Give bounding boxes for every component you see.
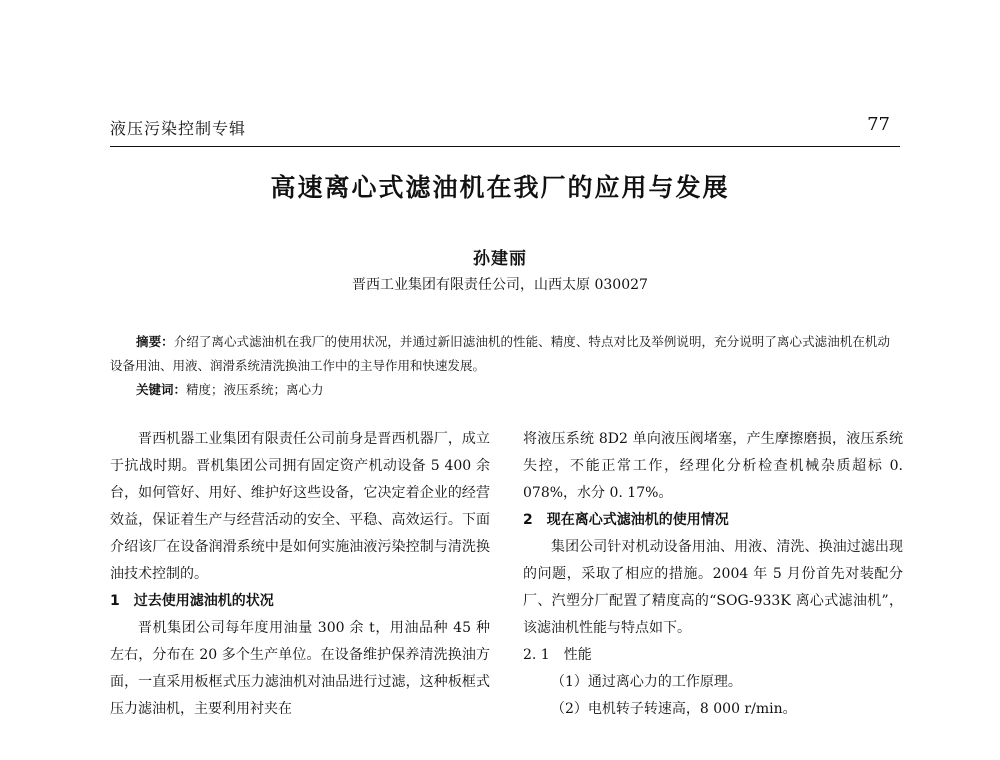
page-number: 77 xyxy=(867,114,890,135)
body-column-right xyxy=(523,426,903,723)
abstract xyxy=(110,330,890,378)
author-affiliation: 晋西工业集团有限责任公司，山西太原 030027 xyxy=(352,277,648,293)
intro-paragraph: 晋西机器工业集团有限责任公司前身是晋西机器厂，成立于抗战时期。晋机集团公司拥有固定资产机动设备 5 400 余台，如何管好、用好、维护好这些设备，它决定着企业的经营效益，保证着生产与经营活动的安全、平稳、高效运行。下面介绍该厂在设备润滑系统中是如何实施油液污染控制与清洗换油技术控制的。 xyxy=(110,431,490,582)
subsection-2-1-heading: 2. 1 性能 xyxy=(523,647,592,663)
keywords xyxy=(136,378,890,402)
journal-name: 液压污染控制专辑 xyxy=(110,119,247,138)
abstract-block xyxy=(110,330,890,402)
list-item: （1）通过离心力的工作原理。 xyxy=(551,674,742,690)
section-2-heading: 2 现在离心式滤油机的使用情况 xyxy=(523,512,729,528)
header-rule xyxy=(110,146,900,147)
abstract-text: 介绍了离心式滤油机在我厂的使用状况，并通过新旧滤油机的性能、精度、特点对比及举例说明，充分说明了离心式滤油机在机动设备用油、用液、润滑系统清洗换油工作中的主导作用和快速发展。 xyxy=(110,334,890,373)
abstract-label: 摘要： xyxy=(136,334,174,349)
keywords-text: 精度；液压系统；离心力 xyxy=(186,382,324,397)
section-1-heading: 1 过去使用滤油机的状况 xyxy=(110,593,274,609)
list-item: （2）电机转子转速高，8 000 r/min。 xyxy=(551,701,797,717)
section-1-paragraph: 晋机集团公司每年度用油量 300 余 t，用油品种 45 种左右，分布在 20 多个生产单位。在设备维护保养清洗换油方面，一直采用板框式压力滤油机对油品进行过滤，这种板框式压力滤油机，主要利用衬夹在 xyxy=(110,620,490,717)
keywords-label: 关键词： xyxy=(136,382,187,397)
running-head xyxy=(110,116,890,140)
section-2-paragraph: 集团公司针对机动设备用油、用液、清洗、换油过滤出现的问题，采取了相应的措施。2004 年 5 月份首先对装配分厂、汽塑分厂配置了精度高的“SOG-933K 离心式滤油机”，该滤油机性能与特点如下。 xyxy=(523,539,903,636)
body-column-left xyxy=(110,426,490,723)
author-name: 孙建丽 xyxy=(473,249,527,269)
paper-title: 高速离心式滤油机在我厂的应用与发展 xyxy=(270,173,730,202)
continued-paragraph: 将液压系统 8D2 单向液压阀堵塞，产生摩擦磨损，液压系统失控，不能正常工作，经理化分析检查机械杂质超标 0. 078%，水分 0. 17%。 xyxy=(523,431,903,501)
